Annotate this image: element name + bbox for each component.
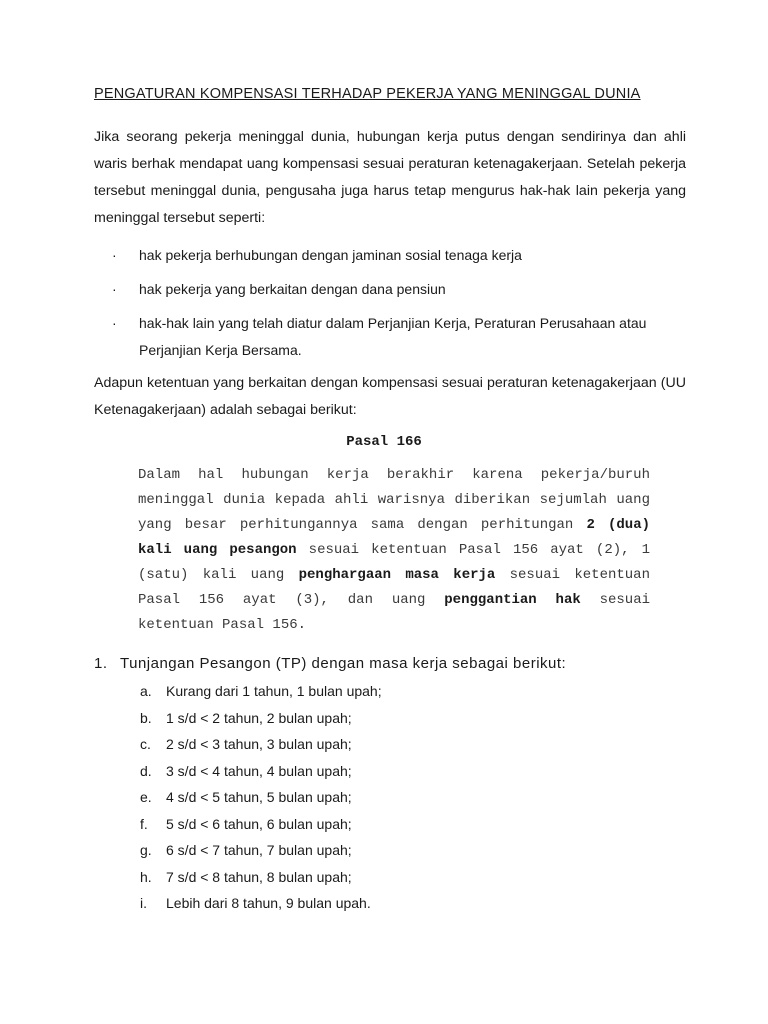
list-item xyxy=(140,787,382,814)
list-item-text: 1 s/d < 2 tahun, 2 bulan upah; xyxy=(166,709,352,726)
list-item-letter: d. xyxy=(140,762,152,779)
list-item-text: 5 s/d < 6 tahun, 6 bulan upah; xyxy=(166,815,352,832)
bullet-icon: · xyxy=(112,315,117,331)
list-item-letter: c. xyxy=(140,736,151,752)
list-item-text: hak pekerja berhubungan dengan jaminan sosial tenaga kerja xyxy=(139,247,522,263)
severance-list xyxy=(140,681,382,920)
list-item xyxy=(140,893,382,920)
list-item xyxy=(140,840,382,867)
bullet-icon: · xyxy=(112,281,117,297)
pasal-text: Dalam hal hubungan kerja berakhir karena pekerja/buruh meninggal dunia kepada ahli warisnya diberikan sejumlah uang yang besar perhitungannya sama dengan perhitungan xyxy=(138,467,650,533)
list-item-text: 4 s/d < 5 tahun, 5 bulan upah; xyxy=(166,789,352,805)
list-item-letter: h. xyxy=(140,868,152,885)
list-item-text: 7 s/d < 8 tahun, 8 bulan upah; xyxy=(166,868,352,885)
intro-paragraph: Jika seorang pekerja meninggal dunia, hubungan kerja putus dengan sendirinya dan ahli waris berhak mendapat uang kompensasi sesuai peraturan ketenagakerjaan. Setelah pekerja tersebut meninggal dunia, pengusaha juga harus tetap mengurus hak-hak lain pekerja yang meninggal tersebut seperti: xyxy=(94,129,686,226)
list-item-text: 3 s/d < 4 tahun, 4 bulan upah; xyxy=(166,762,352,779)
pasal-title: Pasal 166 xyxy=(346,434,422,450)
list-item xyxy=(140,734,382,761)
list-item xyxy=(140,814,382,841)
list-item-letter: i. xyxy=(140,895,147,911)
list-item-letter: f. xyxy=(140,815,148,832)
pasal-bold-text: penggantian hak xyxy=(444,592,581,608)
list-item-text: 2 s/d < 3 tahun, 3 bulan upah; xyxy=(166,736,352,752)
list-item xyxy=(140,681,382,708)
pasal-text: sesuai ketentuan Pasal 156 ayat (2), 1 (satu) kali uang xyxy=(138,542,650,583)
list-item-text: Kurang dari 1 tahun, 1 bulan upah; xyxy=(166,683,382,699)
list-item-text: hak pekerja yang berkaitan dengan dana pensiun xyxy=(139,281,446,297)
list-item xyxy=(140,867,382,894)
list-item-letter: a. xyxy=(140,683,152,699)
list-item-text: Lebih dari 8 tahun, 9 bulan upah. xyxy=(166,895,371,911)
section-heading-text: Tunjangan Pesangon (TP) dengan masa kerja sebagai berikut: xyxy=(120,655,567,672)
list-item xyxy=(112,310,672,364)
pasal-bold-text: 2 (dua) kali uang pesangon xyxy=(138,517,650,558)
list-item xyxy=(140,761,382,788)
list-item xyxy=(112,276,672,303)
list-item-letter: g. xyxy=(140,842,152,858)
list-item-letter: e. xyxy=(140,789,152,805)
rights-list xyxy=(112,242,672,364)
list-item-letter: b. xyxy=(140,709,152,726)
pasal-text: sesuai ketentuan Pasal 156 ayat (3), dan uang xyxy=(138,567,650,608)
list-item xyxy=(112,242,672,269)
pasal-body xyxy=(138,463,650,638)
document-title: PENGATURAN KOMPENSASI TERHADAP PEKERJA YANG MENINGGAL DUNIA xyxy=(94,86,641,102)
list-item-text: hak-hak lain yang telah diatur dalam Perjanjian Kerja, Peraturan Perusahaan atau Perjanjian Kerja Bersama. xyxy=(139,315,647,358)
section-number: 1. xyxy=(94,655,108,672)
pasal-text: sesuai ketentuan Pasal 156. xyxy=(138,592,650,633)
bullet-icon: · xyxy=(112,247,117,263)
regulation-intro-paragraph: Adapun ketentuan yang berkaitan dengan kompensasi sesuai peraturan ketenagakerjaan (UU Ketenagakerjaan) adalah sebagai berikut: xyxy=(94,375,686,418)
section-heading xyxy=(94,655,566,672)
list-item xyxy=(140,708,382,735)
list-item-text: 6 s/d < 7 tahun, 7 bulan upah; xyxy=(166,842,352,858)
pasal-bold-text: penghargaan masa kerja xyxy=(298,567,496,583)
